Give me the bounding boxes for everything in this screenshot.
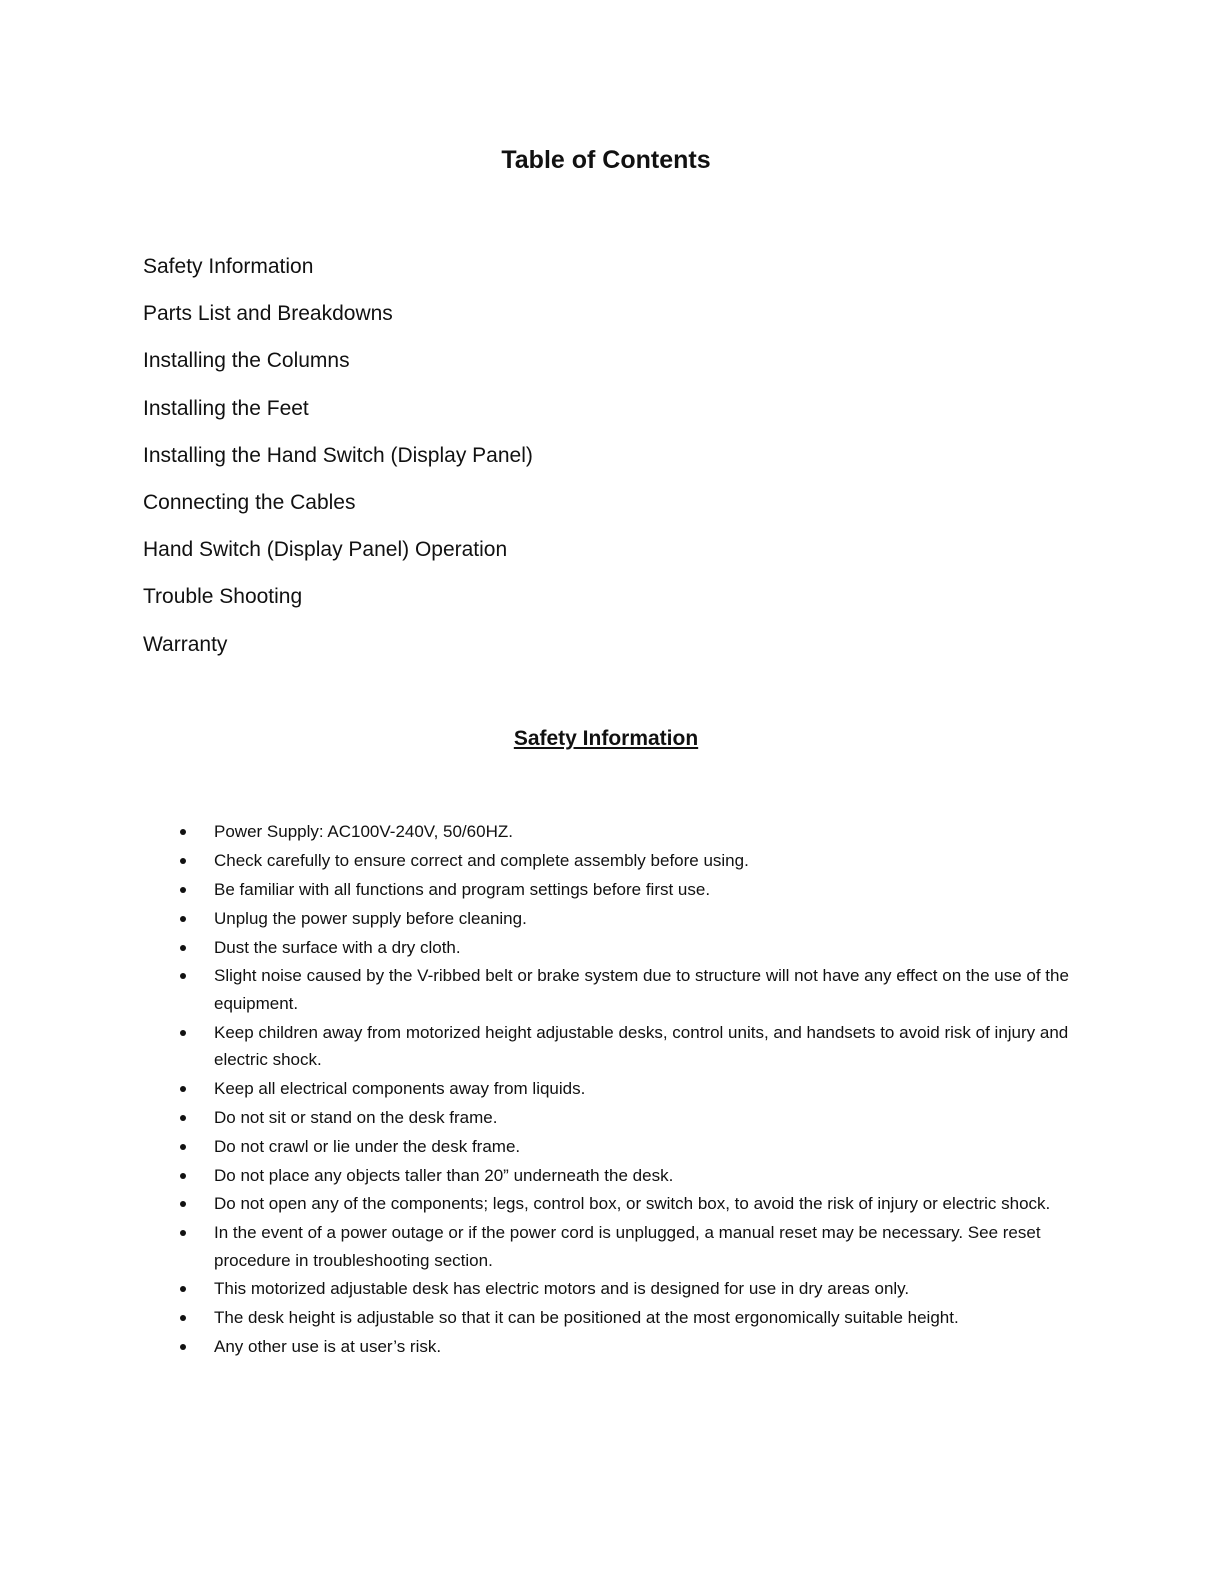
safety-bullet-item (214, 876, 1074, 903)
toc-item: Safety Information (143, 255, 314, 278)
safety-bullet-text: Any other use is at user’s risk. (214, 1337, 442, 1357)
bullet-dot-icon (180, 1315, 186, 1321)
safety-bullet-text: In the event of a power outage or if the power cord is unplugged, a manual reset may be necessary. See reset procedure in troubleshooting section. (214, 1223, 1041, 1270)
safety-bullet-text: Slight noise caused by the V-ribbed belt or brake system due to structure will not have any effect on the use of the equipment. (214, 966, 1069, 1013)
safety-bullet-list (214, 818, 1074, 1362)
safety-bullet-text: Power Supply: AC100V-240V, 50/60HZ. (214, 822, 513, 841)
bullet-dot-icon (180, 1201, 186, 1207)
toc-item: Installing the Feet (143, 396, 309, 420)
toc-item: Warranty (143, 632, 228, 656)
safety-bullet-text: Unplug the power supply before cleaning. (214, 908, 527, 928)
safety-bullet-item (214, 847, 1074, 874)
safety-bullet-text: Do not crawl or lie under the desk frame. (214, 1136, 521, 1156)
bullet-dot-icon (180, 1144, 186, 1150)
safety-bullet-text: The desk height is adjustable so that it can be positioned at the most ergonomically suitable height. (214, 1308, 959, 1328)
toc-item: Installing the Hand Switch (Display Panel) (143, 443, 533, 467)
safety-bullet-item (214, 1333, 1074, 1360)
bullet-dot-icon (180, 858, 186, 864)
bullet-dot-icon (180, 1115, 186, 1121)
toc-title: Table of Contents (501, 146, 711, 174)
bullet-dot-icon (180, 1344, 186, 1350)
bullet-dot-icon (180, 1086, 186, 1092)
toc-item: Trouble Shooting (143, 585, 303, 609)
safety-bullet-text: Keep all electrical components away from liquids. (214, 1078, 586, 1098)
safety-bullet-text: Be familiar with all functions and program settings before first use. (214, 879, 711, 899)
safety-bullet-item (214, 1104, 1074, 1131)
bullet-dot-icon (180, 1173, 186, 1179)
bullet-dot-icon (180, 829, 186, 835)
bullet-dot-icon (180, 916, 186, 922)
safety-bullet-item (214, 1162, 1074, 1189)
safety-bullet-text: Keep children away from motorized height adjustable desks, control units, and handsets to avoid risk of injury and electric shock. (214, 1022, 1069, 1069)
safety-bullet-text: Check carefully to ensure correct and complete assembly before using. (214, 850, 749, 870)
bullet-dot-icon (180, 1286, 186, 1292)
safety-bullet-item (214, 1219, 1074, 1274)
toc-item: Hand Switch (Display Panel) Operation (143, 538, 508, 562)
toc-item: Connecting the Cables (143, 490, 356, 514)
safety-bullet-item (214, 905, 1074, 932)
safety-bullet-item (214, 1190, 1074, 1217)
safety-bullet-item (214, 962, 1074, 1017)
safety-bullet-item (214, 1133, 1074, 1160)
safety-section-title: Safety Information (513, 727, 699, 750)
bullet-dot-icon (180, 973, 186, 979)
bullet-dot-icon (180, 945, 186, 951)
safety-bullet-item (214, 934, 1074, 961)
safety-bullet-item (214, 1019, 1074, 1074)
safety-bullet-text: Do not sit or stand on the desk frame. (214, 1107, 498, 1127)
safety-bullet-text: Do not place any objects taller than 20” underneath the desk. (214, 1165, 674, 1185)
safety-bullet-text: Dust the surface with a dry cloth. (214, 937, 461, 957)
bullet-dot-icon (180, 887, 186, 893)
safety-bullet-item (214, 1275, 1074, 1302)
toc-item: Installing the Columns (143, 349, 350, 373)
toc-list (143, 243, 533, 668)
toc-item: Parts List and Breakdowns (143, 302, 393, 326)
safety-bullet-item (214, 818, 1074, 845)
safety-bullet-item (214, 1075, 1074, 1102)
safety-bullet-text: This motorized adjustable desk has electric motors and is designed for use in dry areas only. (214, 1279, 910, 1299)
safety-bullet-text: Do not open any of the components; legs, control box, or switch box, to avoid the risk of injury or electric shock. (214, 1194, 1051, 1214)
bullet-dot-icon (180, 1230, 186, 1236)
safety-bullet-item (214, 1304, 1074, 1331)
bullet-dot-icon (180, 1030, 186, 1036)
